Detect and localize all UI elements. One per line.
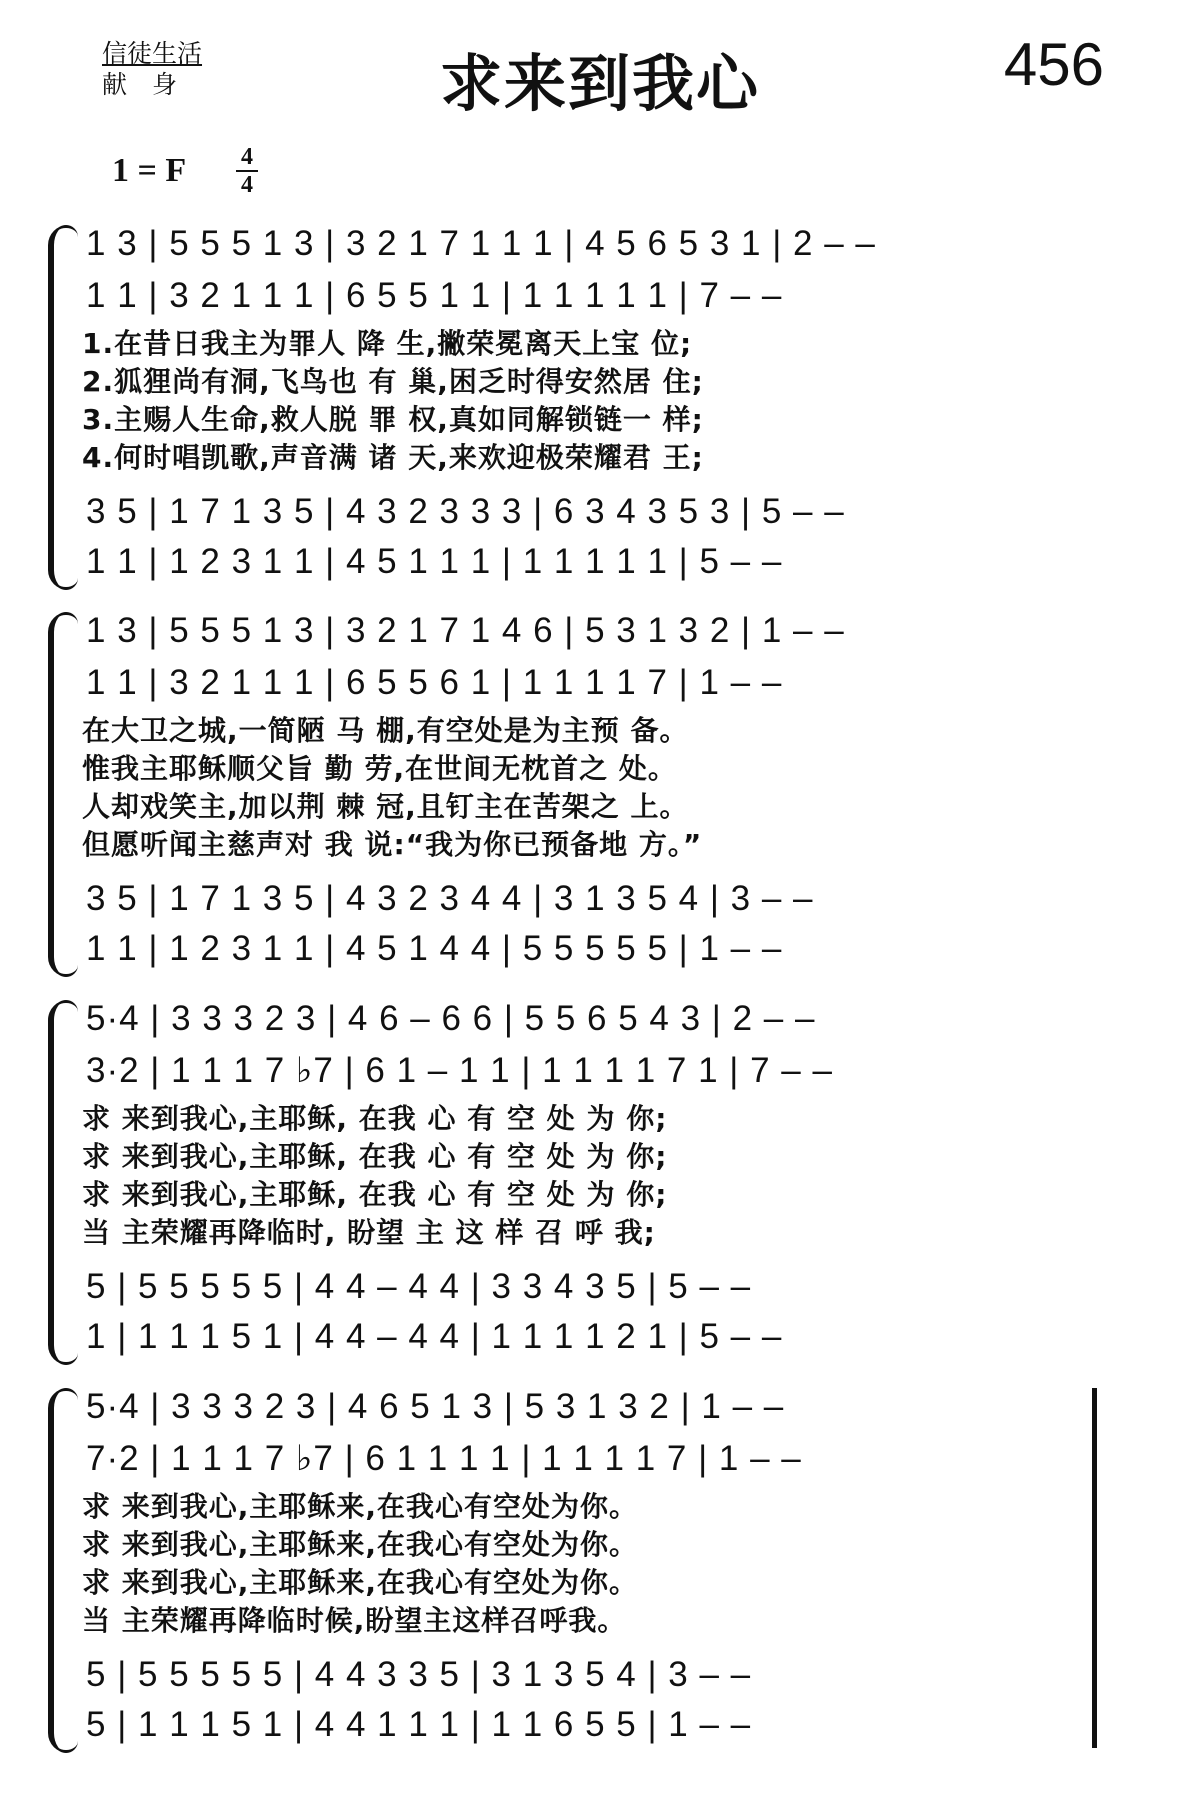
- hymn-title: 求来到我心: [439, 47, 760, 120]
- tenor-line: 5 | 5 5 5 5 5 | 4 4 3 3 5 | 3 1 3 5 4 | 3 – –: [86, 1655, 752, 1694]
- lyric-verse-4: 当 主荣耀再降临时, 盼望 主 这 样 召 呼 我;: [82, 1216, 656, 1249]
- system-bracket-icon: [42, 612, 80, 977]
- lyric-verse-2: 求 来到我心,主耶稣, 在我 心 有 空 处 为 你;: [82, 1140, 668, 1173]
- lyric-verse-3: 求 来到我心,主耶稣来,在我心有空处为你。: [82, 1566, 639, 1599]
- lyric-verse-2: 惟我主耶稣顺父旨 勤 劳,在世间无枕首之 处。: [82, 752, 677, 785]
- alto-line: 7·2 | 1 1 1 7 ♭7 | 6 1 1 1 1 | 1 1 1 1 7 | 1 – –: [86, 1439, 802, 1478]
- bass-line: 1 1 | 1 2 3 1 1 | 4 5 1 4 4 | 5 5 5 5 5 | 1 – –: [86, 929, 783, 968]
- soprano-line: 5·4 | 3 3 3 2 3 | 4 6 5 1 3 | 5 3 1 3 2 | 1 – –: [86, 1387, 785, 1426]
- system-bracket-icon: [42, 1000, 80, 1365]
- final-barline: [1092, 1388, 1097, 1748]
- lyric-verse-1: 求 来到我心,主耶稣, 在我 心 有 空 处 为 你;: [82, 1102, 668, 1135]
- soprano-line: 1 3 | 5 5 5 1 3 | 3 2 1 7 1 1 1 | 4 5 6 5 3 1 | 2 – –: [86, 224, 876, 263]
- lyric-verse-3: 3.主赐人生命,救人脱 罪 权,真如同解锁链一 样;: [82, 403, 704, 436]
- bass-line: 1 | 1 1 1 5 1 | 4 4 – 4 4 | 1 1 1 1 2 1 | 5 – –: [86, 1317, 783, 1356]
- lyric-verse-4: 4.何时唱凯歌,声音满 诸 天,来欢迎极荣耀君 王;: [82, 441, 704, 474]
- lyric-verse-3: 求 来到我心,主耶稣, 在我 心 有 空 处 为 你;: [82, 1178, 668, 1211]
- lyric-verse-4: 当 主荣耀再降临时候,盼望主这样召呼我。: [82, 1604, 627, 1637]
- hymn-number: 456: [1003, 31, 1104, 98]
- bass-line: 5 | 1 1 1 5 1 | 4 4 1 1 1 | 1 1 6 5 5 | 1 – –: [86, 1705, 752, 1744]
- lyric-verse-4: 但愿听闻主慈声对 我 说:“我为你已预备地 方。”: [82, 828, 703, 861]
- alto-line: 3·2 | 1 1 1 7 ♭7 | 6 1 – 1 1 | 1 1 1 1 7 1 | 7 – –: [86, 1051, 833, 1090]
- system-bracket-icon: [42, 1388, 80, 1753]
- system-bracket-icon: [42, 225, 80, 590]
- score-system-4: [42, 1388, 1172, 1753]
- score-system-3: [42, 1000, 1172, 1365]
- lyric-verse-1: 求 来到我心,主耶稣来,在我心有空处为你。: [82, 1490, 639, 1523]
- score-system-2: [42, 612, 1172, 977]
- key-signature: 1 = F: [112, 152, 187, 189]
- lyric-verse-2: 2.狐狸尚有洞,飞鸟也 有 巢,困乏时得安然居 住;: [82, 365, 704, 398]
- tenor-line: 3 5 | 1 7 1 3 5 | 4 3 2 3 3 3 | 6 3 4 3 5 3 | 5 – –: [86, 492, 845, 531]
- bass-line: 1 1 | 1 2 3 1 1 | 4 5 1 1 1 | 1 1 1 1 1 | 5 – –: [86, 542, 783, 581]
- soprano-line: 5·4 | 3 3 3 2 3 | 4 6 – 6 6 | 5 5 6 5 4 3 | 2 – –: [86, 999, 816, 1038]
- time-signature: [236, 145, 258, 197]
- category-secondary: 献 身: [102, 70, 178, 99]
- tenor-line: 3 5 | 1 7 1 3 5 | 4 3 2 3 4 4 | 3 1 3 5 4 | 3 – –: [86, 879, 814, 918]
- time-denominator: 4: [241, 172, 253, 198]
- lyric-verse-2: 求 来到我心,主耶稣来,在我心有空处为你。: [82, 1528, 639, 1561]
- alto-line: 1 1 | 3 2 1 1 1 | 6 5 5 6 1 | 1 1 1 1 7 | 1 – –: [86, 663, 783, 702]
- soprano-line: 1 3 | 5 5 5 1 3 | 3 2 1 7 1 4 6 | 5 3 1 3 2 | 1 – –: [86, 611, 845, 650]
- lyric-verse-3: 人却戏笑主,加以荆 棘 冠,且钉主在苦架之 上。: [82, 790, 689, 823]
- category-primary: 信徒生活: [102, 39, 203, 68]
- lyric-verse-1: 在大卫之城,一简陋 马 棚,有空处是为主预 备。: [82, 714, 689, 747]
- score-system-1: [42, 225, 1172, 590]
- lyric-verse-1: 1.在昔日我主为罪人 降 生,撇荣冕离天上宝 位;: [82, 327, 693, 360]
- tenor-line: 5 | 5 5 5 5 5 | 4 4 – 4 4 | 3 3 4 3 5 | 5 – –: [86, 1267, 752, 1306]
- time-numerator: 4: [241, 144, 253, 170]
- alto-line: 1 1 | 3 2 1 1 1 | 6 5 5 1 1 | 1 1 1 1 1 | 7 – –: [86, 276, 783, 315]
